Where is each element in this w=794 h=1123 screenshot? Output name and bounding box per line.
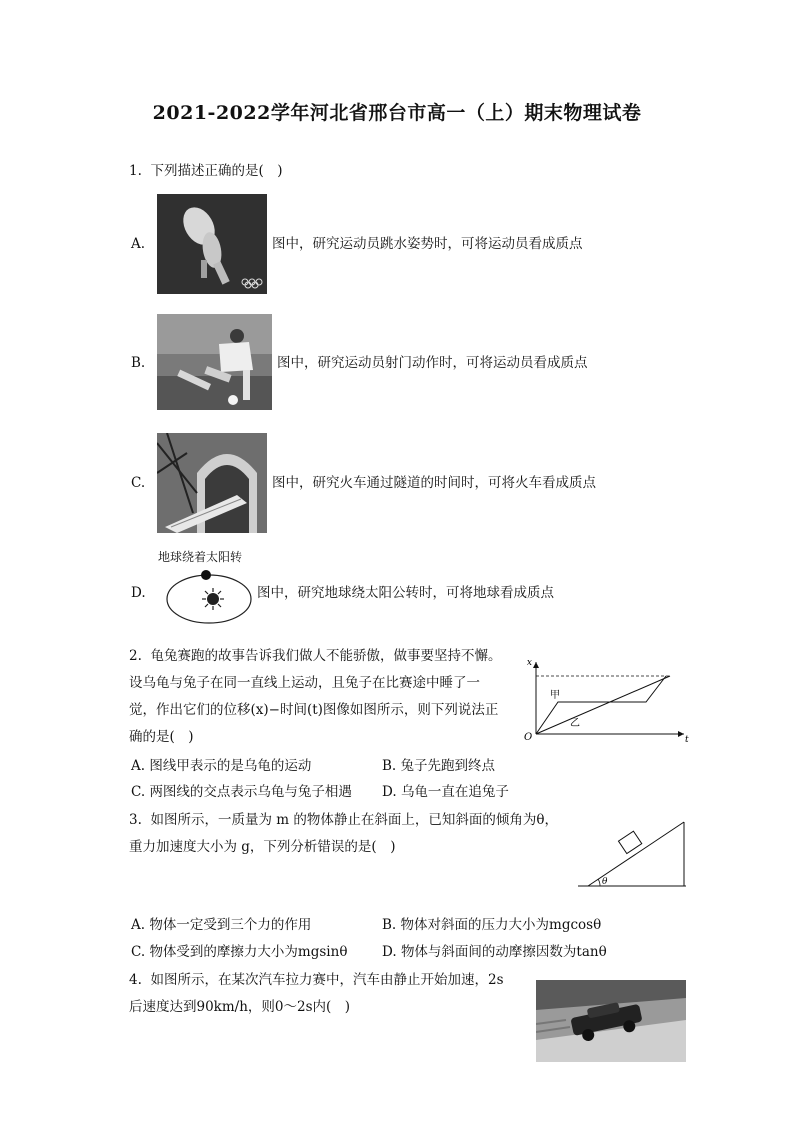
option-label: A. [131, 758, 146, 774]
q2-option-c [131, 782, 352, 802]
option-b-label: B. [131, 355, 146, 371]
incline-diagram [576, 818, 690, 890]
soccer-player-photo [157, 314, 272, 410]
block-on-incline [618, 831, 641, 853]
option-label: D. [382, 944, 397, 960]
question-text: 如图所示，在某次汽车拉力赛中，汽车由静止开始加速，2s [150, 972, 504, 988]
line-label-jia: 甲 [550, 690, 560, 701]
question-number: 4. [129, 972, 142, 988]
train-tunnel-photo [157, 433, 267, 533]
rally-car-photo [536, 980, 686, 1062]
option-label: B. [382, 758, 397, 774]
option-d-label: D. [131, 585, 146, 601]
option-a-text: 图中，研究运动员跳水姿势时，可将运动员看成质点 [272, 236, 583, 252]
question-1-stem [129, 161, 283, 181]
earth-orbit-diagram [163, 566, 255, 626]
question-4-line-2: 后速度达到90km/h，则0～2s内( ) [129, 999, 351, 1015]
option-text: 物体一定受到三个力的作用 [149, 917, 312, 933]
option-text: 两图线的交点表示乌龟与兔子相遇 [149, 784, 352, 800]
question-number: 2. [129, 648, 142, 664]
sun-icon [202, 588, 224, 610]
option-text: 物体与斜面间的动摩擦因数为tanθ [400, 944, 607, 960]
option-text: 乌龟一直在追兔子 [400, 784, 509, 800]
earth-icon [201, 570, 211, 580]
question-2-line-2: 设乌龟与兔子在同一直线上运动，且兔子在比赛途中睡了一 [129, 675, 480, 691]
question-2-line-3: 觉，作出它们的位移(x)−时间(t)图像如图所示，则下列说法正 [129, 702, 499, 718]
question-2-line-1 [129, 646, 501, 666]
option-text: 物体受到的摩擦力大小为mgsinθ [149, 944, 348, 960]
axis-label-x: x [526, 658, 532, 668]
question-number: 3. [129, 812, 142, 828]
earth-orbit-caption: 地球绕着太阳转 [158, 550, 243, 564]
option-b-text: 图中，研究运动员射门动作时，可将运动员看成质点 [277, 355, 588, 371]
question-text: 如图所示，一质量为 m 的物体静止在斜面上，已知斜面的倾角为θ， [150, 812, 558, 828]
question-text: 龟兔赛跑的故事告诉我们做人不能骄傲，做事要坚持不懈。 [150, 648, 502, 664]
question-number: 1. [129, 163, 142, 179]
displacement-time-graph [520, 656, 690, 742]
option-label: A. [131, 917, 146, 933]
page-title: 2021-2022学年河北省邢台市高一（上）期末物理试卷 [152, 102, 642, 124]
option-text: 图线甲表示的是乌龟的运动 [149, 758, 312, 774]
option-a-label: A. [131, 236, 146, 252]
option-d-text: 图中，研究地球绕太阳公转时，可将地球看成质点 [257, 585, 554, 601]
option-c-text: 图中，研究火车通过隧道的时间时，可将火车看成质点 [272, 475, 596, 491]
question-2-line-4: 确的是( ) [129, 729, 194, 745]
origin-label: O [524, 732, 533, 742]
option-label: C. [131, 784, 146, 800]
question-3-line-1 [129, 810, 558, 830]
option-text: 物体对斜面的压力大小为mgcosθ [400, 917, 602, 933]
option-label: D. [382, 784, 397, 800]
q3-option-a [131, 915, 311, 935]
line-label-yi: 乙 [570, 718, 580, 729]
axis-label-t: t [685, 735, 689, 742]
option-c-label: C. [131, 475, 146, 491]
q3-option-d [382, 942, 607, 962]
q2-option-b [382, 756, 495, 776]
angle-label: θ [602, 877, 608, 887]
question-text: 下列描述正确的是( ) [150, 163, 283, 179]
q3-option-b [382, 915, 601, 935]
q2-option-a [131, 756, 311, 776]
option-label: B. [382, 917, 397, 933]
question-4-line-1 [129, 970, 504, 990]
option-label: C. [131, 944, 146, 960]
q3-option-c [131, 942, 347, 962]
question-3-line-2: 重力加速度大小为 g，下列分析错误的是( ) [129, 839, 396, 855]
option-text: 兔子先跑到终点 [400, 758, 496, 774]
q2-option-d [382, 782, 509, 802]
diving-athlete-photo [157, 194, 267, 294]
